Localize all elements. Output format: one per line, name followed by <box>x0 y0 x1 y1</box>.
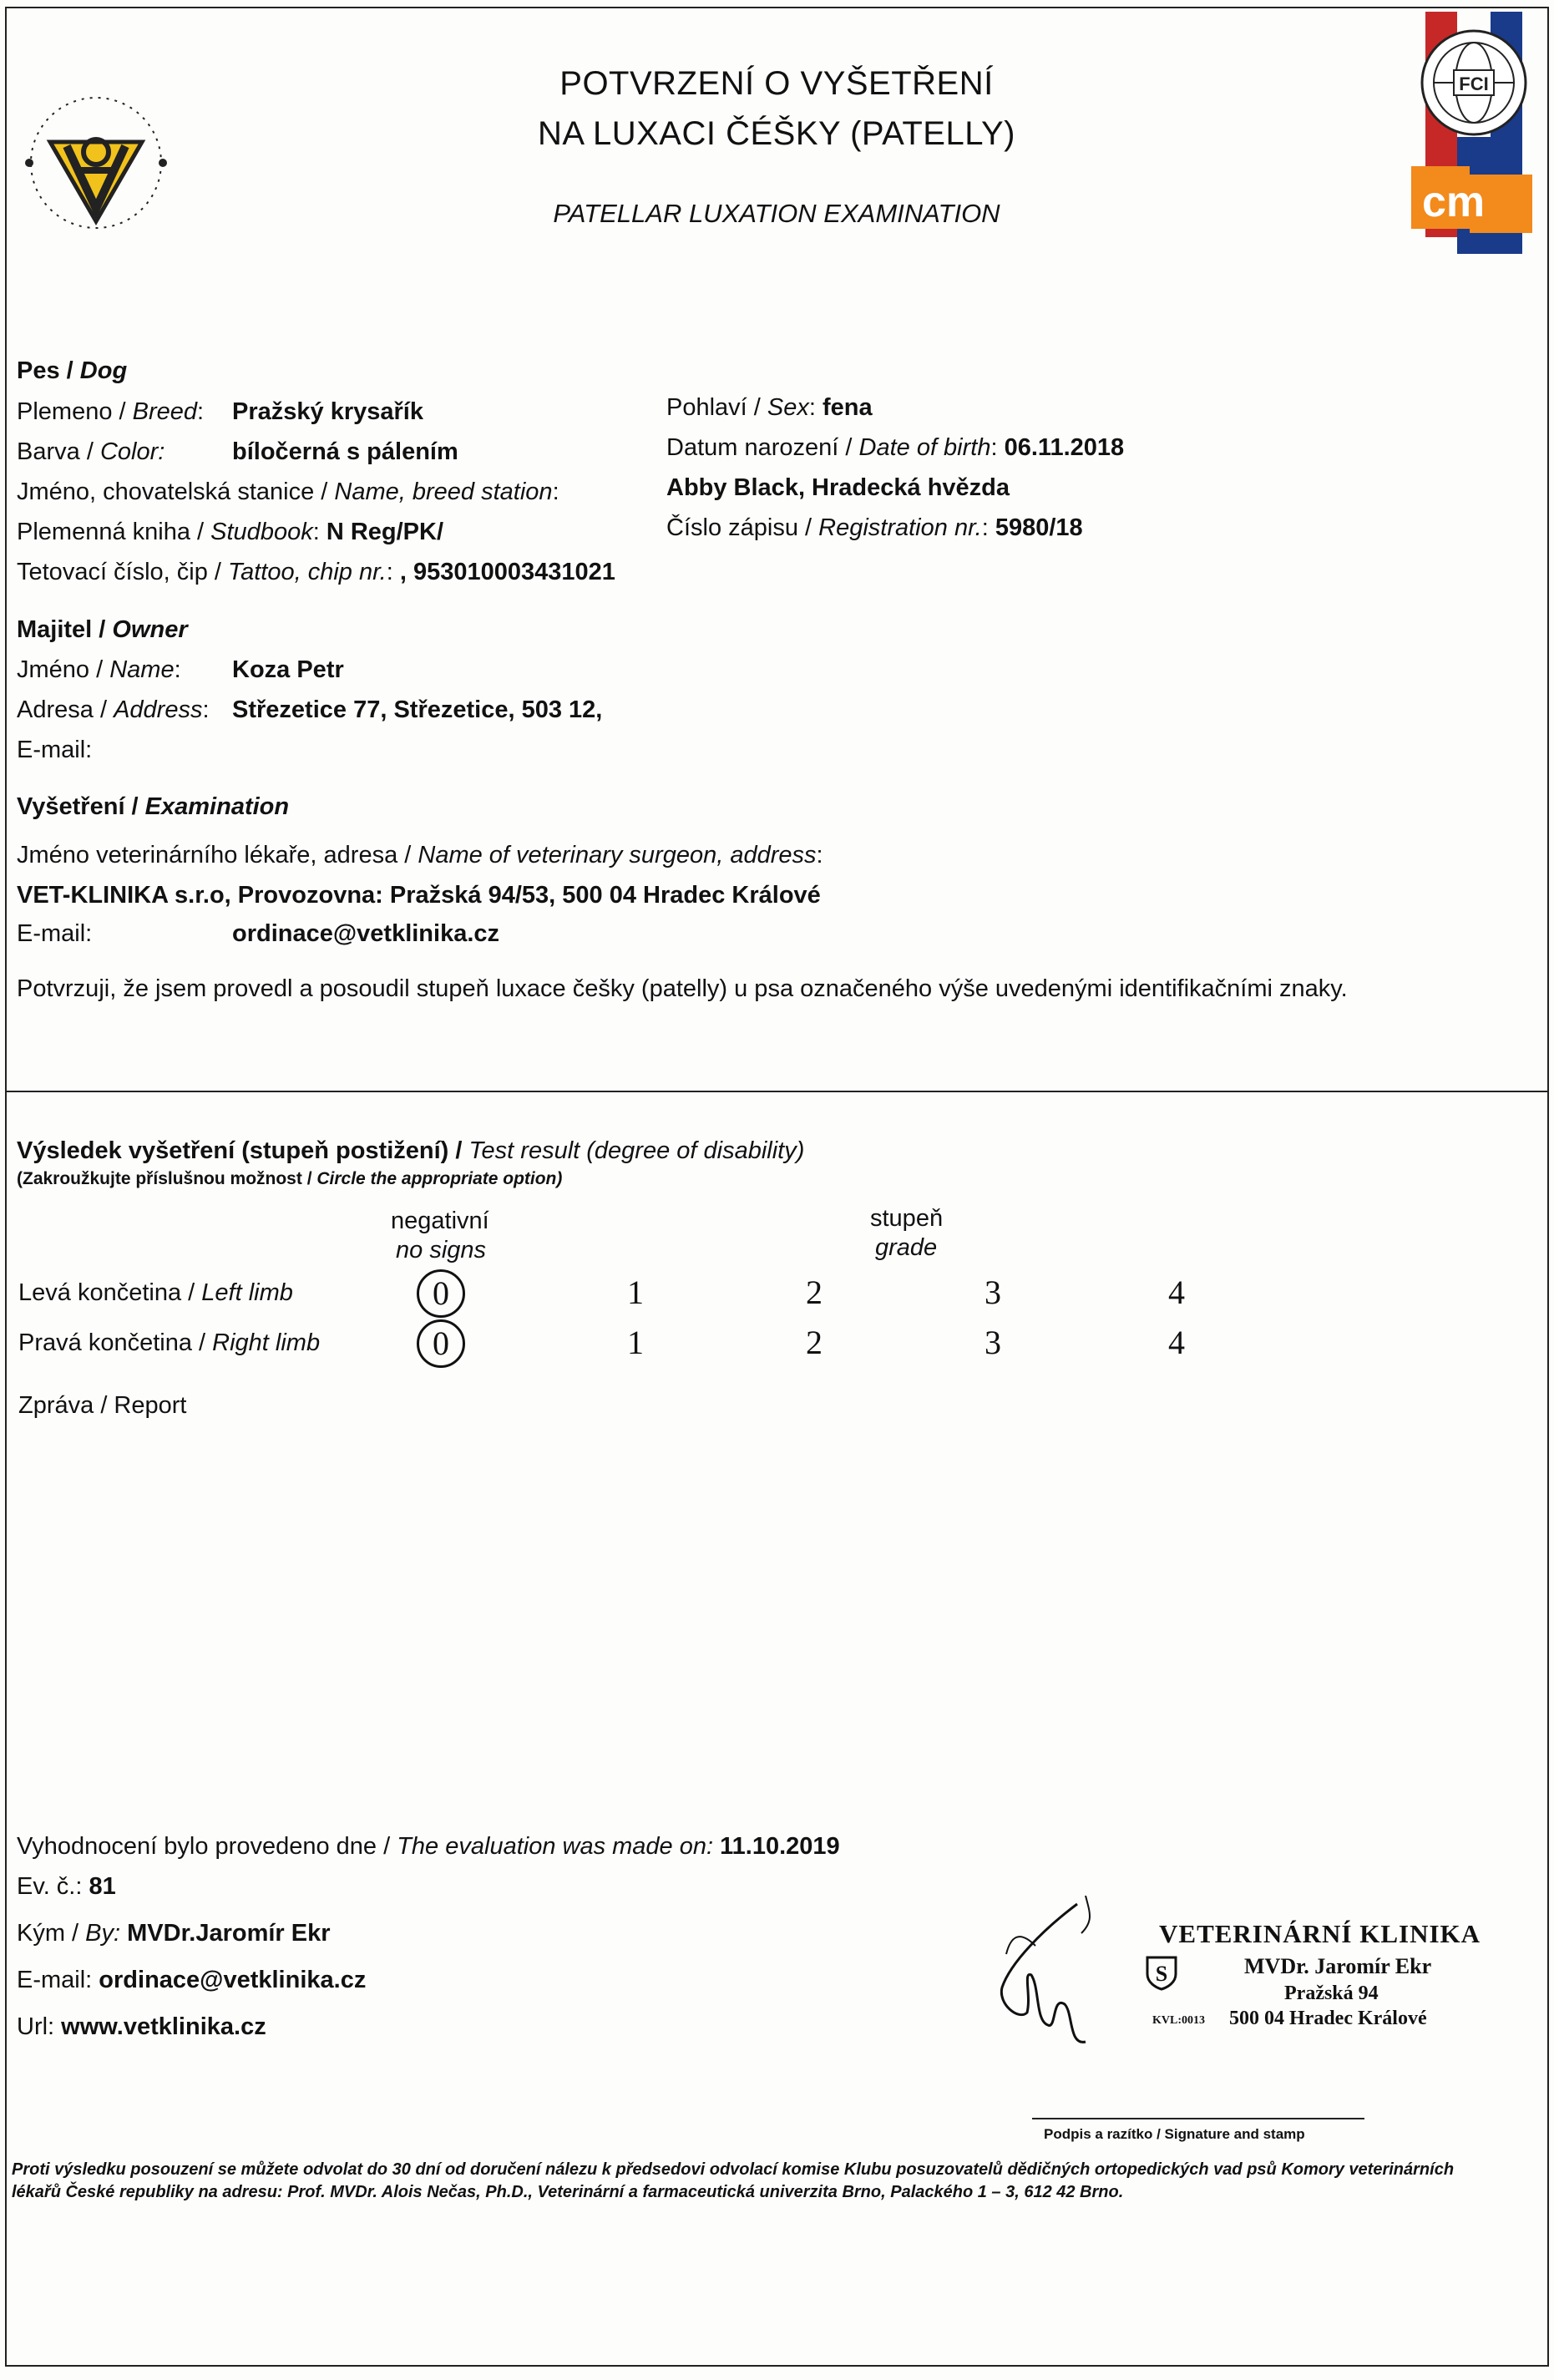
confirmation-statement: Potvrzuji, že jsem provedl a posoudil stupeň luxace češky (patelly) u psa označeného výše uvedenými identifikačními znaky. <box>17 975 1348 1002</box>
title-line-2: NA LUXACI ČÉŠKY (PATELLY) <box>538 115 1015 152</box>
stamp-code: KVL:0013 <box>1152 2014 1205 2027</box>
stamp-clinic-name: VETERINÁRNÍ KLINIKA <box>1159 1919 1481 1948</box>
vet-email-label: E-mail: <box>17 920 93 947</box>
right-limb-grade-0: 0 <box>417 1319 465 1368</box>
color-label: Barva / Color: <box>17 438 165 465</box>
svg-text:FCI: FCI <box>1459 73 1489 94</box>
handwritten-signature <box>985 1896 1119 2063</box>
left-limb-grade-2: 2 <box>806 1274 823 1311</box>
evaluator: Kým / By: MVDr.Jaromír Ekr <box>17 1920 331 1947</box>
evaluator-url: Url: www.vetklinika.cz <box>17 2013 266 2040</box>
studbook-label: Plemenná kniha / Studbook: N Reg/PK/ <box>17 519 444 545</box>
result-note: (Zakroužkujte příslušnou možnost / Circle the appropriate option) <box>17 1169 563 1188</box>
report-label: Zpráva / Report <box>18 1392 187 1419</box>
title-line-1: POTVRZENÍ O VYŠETŘENÍ <box>559 65 994 102</box>
subtitle: PATELLAR LUXATION EXAMINATION <box>553 199 1000 228</box>
result-title: Výsledek vyšetření (stupeň postižení) / Test result (degree of disability) <box>17 1137 805 1164</box>
svg-text:S: S <box>1155 1962 1168 1986</box>
vet-email-value: ordinace@vetklinika.cz <box>232 920 500 947</box>
breed-value: Pražský krysařík <box>232 398 423 425</box>
examination-section-title: Vyšetření / Examination <box>17 793 290 820</box>
owner-email-label: E-mail: <box>17 737 93 763</box>
svg-text:cm: cm <box>1422 178 1486 226</box>
negative-label: negativní <box>391 1208 489 1234</box>
right-limb-grade-4: 4 <box>1168 1324 1185 1361</box>
vet-value: VET-KLINIKA s.r.o, Provozovna: Pražská 94/53, 500 04 Hradec Králové <box>17 882 821 909</box>
right-limb-grade-2: 2 <box>806 1324 823 1361</box>
left-limb-grades <box>0 1269 1554 1319</box>
breed-label: Plemeno / Breed: <box>17 398 205 425</box>
signature-line <box>1032 2118 1364 2119</box>
chip-label: Tetovací číslo, čip / Tattoo, chip nr.: , 953010003431021 <box>17 559 615 585</box>
dob-label: Datum narození / Date of birth: 06.11.2018 <box>666 434 1125 461</box>
right-limb-grade-3: 3 <box>985 1324 1001 1361</box>
signature-caption: Podpis a razítko / Signature and stamp <box>1044 2126 1305 2142</box>
owner-name-label: Jméno / Name: <box>17 656 181 683</box>
evaluation-date-label: Vyhodnocení bylo provedeno dne / The evaluation was made on: 11.10.2019 <box>17 1833 840 1860</box>
sex-label: Pohlaví / Sex: fena <box>666 394 873 421</box>
registration-label: Číslo zápisu / Registration nr.: 5980/18 <box>666 514 1083 541</box>
vet-label: Jméno veterinárního lékaře, adresa / Name of veterinary surgeon, address: <box>17 842 823 868</box>
club-emblem-logo <box>17 84 175 242</box>
owner-name-value: Koza Petr <box>232 656 344 683</box>
grade-label-en: grade <box>875 1234 938 1261</box>
left-limb-grade-4: 4 <box>1168 1274 1185 1311</box>
fci-cmku-logo <box>1407 12 1532 262</box>
stamp-street: Pražská 94 <box>1284 1982 1379 2004</box>
right-limb-grade-1: 1 <box>627 1324 644 1361</box>
stamp-doctor-name: MVDr. Jaromír Ekr <box>1244 1954 1432 1978</box>
section-divider <box>5 1091 1549 1092</box>
grade-label: stupeň <box>870 1205 944 1232</box>
ev-number: Ev. č.: 81 <box>17 1873 116 1900</box>
right-limb-label: Pravá končetina / Right limb <box>18 1329 321 1356</box>
left-limb-grade-1: 1 <box>627 1274 644 1311</box>
color-value: bíločerná s pálením <box>232 438 458 465</box>
dog-name-value: Abby Black, Hradecká hvězda <box>666 474 1010 501</box>
stamp-shield-icon <box>1146 1956 1177 1991</box>
owner-section-title: Majitel / Owner <box>17 616 188 643</box>
evaluator-email: E-mail: ordinace@vetklinika.cz <box>17 1967 367 1993</box>
negative-label-en: no signs <box>396 1237 487 1263</box>
name-station-label: Jméno, chovatelská stanice / Name, breed station: <box>17 479 559 505</box>
left-limb-grade-0: 0 <box>417 1269 465 1318</box>
owner-address-label: Adresa / Address: <box>17 696 210 723</box>
dog-section-title: Pes / Dog <box>17 357 128 384</box>
left-limb-label: Levá končetina / Left limb <box>18 1279 293 1306</box>
appeal-notice: Proti výsledku posouzení se můžete odvolat do 30 dní od doručení nálezu k předsedovi odvolací komise Klubu posuzovatelů dědičných ortopedických vad psů Komory veterinárních lékařů České republiky na adresu: Prof. MVDr. Alois Nečas, Ph.D., Veterinární a farmaceutická univerzita Brno, Palackého 1 – 3, 612 42 Brno. <box>12 2160 1455 2201</box>
stamp-city: 500 04 Hradec Králové <box>1229 2008 1427 2029</box>
right-limb-grades <box>0 1319 1554 1370</box>
left-limb-grade-3: 3 <box>985 1274 1001 1311</box>
owner-address-value: Střezetice 77, Střezetice, 503 12, <box>232 696 603 723</box>
